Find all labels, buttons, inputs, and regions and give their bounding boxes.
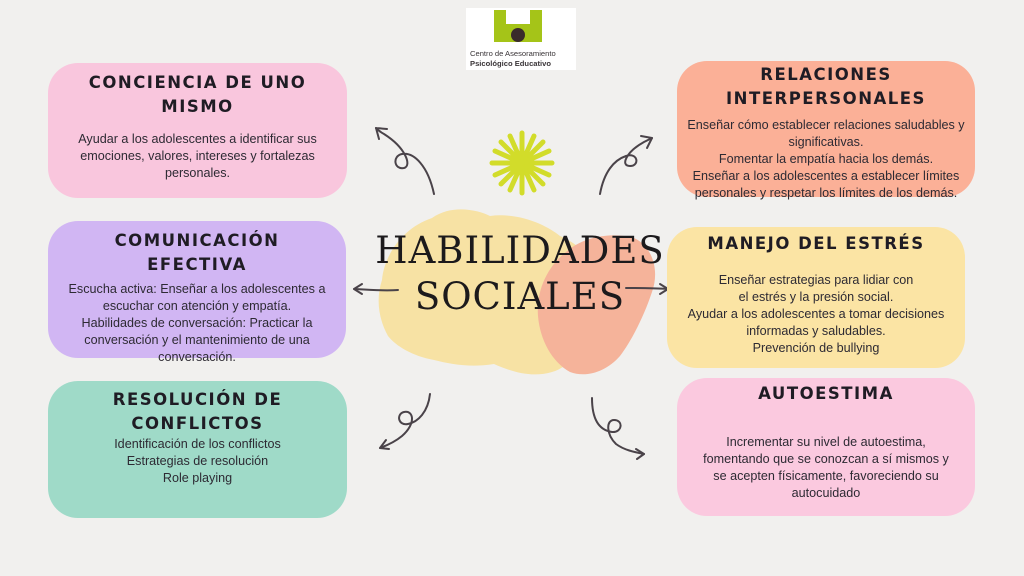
card-body-line: significativas. — [788, 135, 864, 149]
card-body-line: informadas y saludables. — [746, 324, 886, 338]
card-body-line: personales y respetar los límites de los demás. — [694, 186, 958, 200]
card-body — [48, 131, 347, 182]
card-title-line: RELACIONES — [760, 65, 892, 84]
card-title-line: EFECTIVA — [147, 255, 247, 274]
card-body-line: Identificación de los conflictos — [114, 437, 281, 451]
card-title: MANEJO DEL ESTRÉS — [707, 234, 925, 253]
center-title — [360, 228, 680, 320]
card-body-line: fomentando que se conozcan a sí mismos y — [703, 452, 949, 466]
card-body-line: escuchar con atención y empatía. — [102, 299, 292, 313]
arrow-to-conciencia-icon — [376, 128, 434, 194]
arrow-to-resolucion-icon — [380, 394, 430, 449]
card-body-line: Habilidades de conversación: Practicar la — [81, 316, 313, 330]
card-body-line: Incrementar su nivel de autoestima, — [726, 435, 926, 449]
card-body-line: Ayudar a los adolescentes a tomar decisiones — [687, 307, 945, 321]
card-body-line: Enseñar estrategias para lidiar con — [718, 273, 914, 287]
card-body-line: el estrés y la presión social. — [738, 290, 894, 304]
card-title-line: COMUNICACIÓN — [114, 231, 280, 250]
card-title: CONCIENCIA DE UNO MISMO — [88, 73, 307, 116]
card-title-line: RESOLUCIÓN DE — [112, 390, 283, 409]
center-title-line1: HABILIDADES — [375, 229, 665, 272]
card-body-line: emociones, valores, intereses y fortalezas — [80, 149, 315, 163]
arrow-to-autoestima-icon — [592, 398, 644, 459]
card-relaciones-interpersonales — [677, 61, 975, 200]
card-comunicacion-efectiva — [48, 221, 346, 364]
card-body — [48, 436, 347, 487]
card-body — [48, 281, 346, 366]
logo-text-line1: Centro de Asesoramiento — [470, 49, 556, 58]
logo — [466, 8, 576, 70]
card-title: AUTOESTIMA — [758, 384, 894, 403]
card-body-line: Ayudar a los adolescentes a identificar sus — [78, 132, 317, 146]
sunburst-icon — [492, 133, 552, 193]
card-body-line: se acepten físicamente, favoreciendo su — [713, 469, 939, 483]
card-body — [667, 272, 965, 357]
card-autoestima — [677, 378, 975, 516]
card-body-line: Enseñar a los adolescentes a establecer límites — [692, 169, 960, 183]
logo-mark-icon — [466, 8, 576, 48]
card-body — [677, 434, 975, 502]
card-title-line: CONFLICTOS — [131, 414, 264, 433]
card-body-line: Prevención de bullying — [752, 341, 880, 355]
card-body-line: personales. — [164, 166, 231, 180]
arrow-to-relaciones-icon — [600, 136, 652, 194]
card-body-line: Estrategias de resolución — [126, 454, 269, 468]
logo-text-line2: Psicológico Educativo — [470, 59, 552, 68]
card-title — [48, 229, 346, 277]
card-title — [677, 63, 975, 111]
card-body-line: Fomentar la empatía hacia los demás. — [718, 152, 934, 166]
card-body-line: conversación. — [158, 350, 236, 364]
card-title-line: INTERPERSONALES — [726, 89, 926, 108]
card-title — [48, 388, 347, 436]
card-body-line: Escucha activa: Enseñar a los adolescentes a — [68, 282, 326, 296]
card-body — [677, 117, 975, 202]
card-manejo-del-estres — [667, 227, 965, 368]
card-resolucion-de-conflictos — [48, 381, 347, 518]
card-body-line: Role playing — [162, 471, 233, 485]
center-title-line2: SOCIALES — [414, 275, 626, 318]
card-body-line: conversación y el mantenimiento de una — [84, 333, 310, 347]
card-body-line: Enseñar cómo establecer relaciones saludables y — [687, 118, 965, 132]
card-body-line: autocuidado — [791, 486, 861, 500]
card-conciencia-de-uno-mismo — [48, 63, 347, 198]
